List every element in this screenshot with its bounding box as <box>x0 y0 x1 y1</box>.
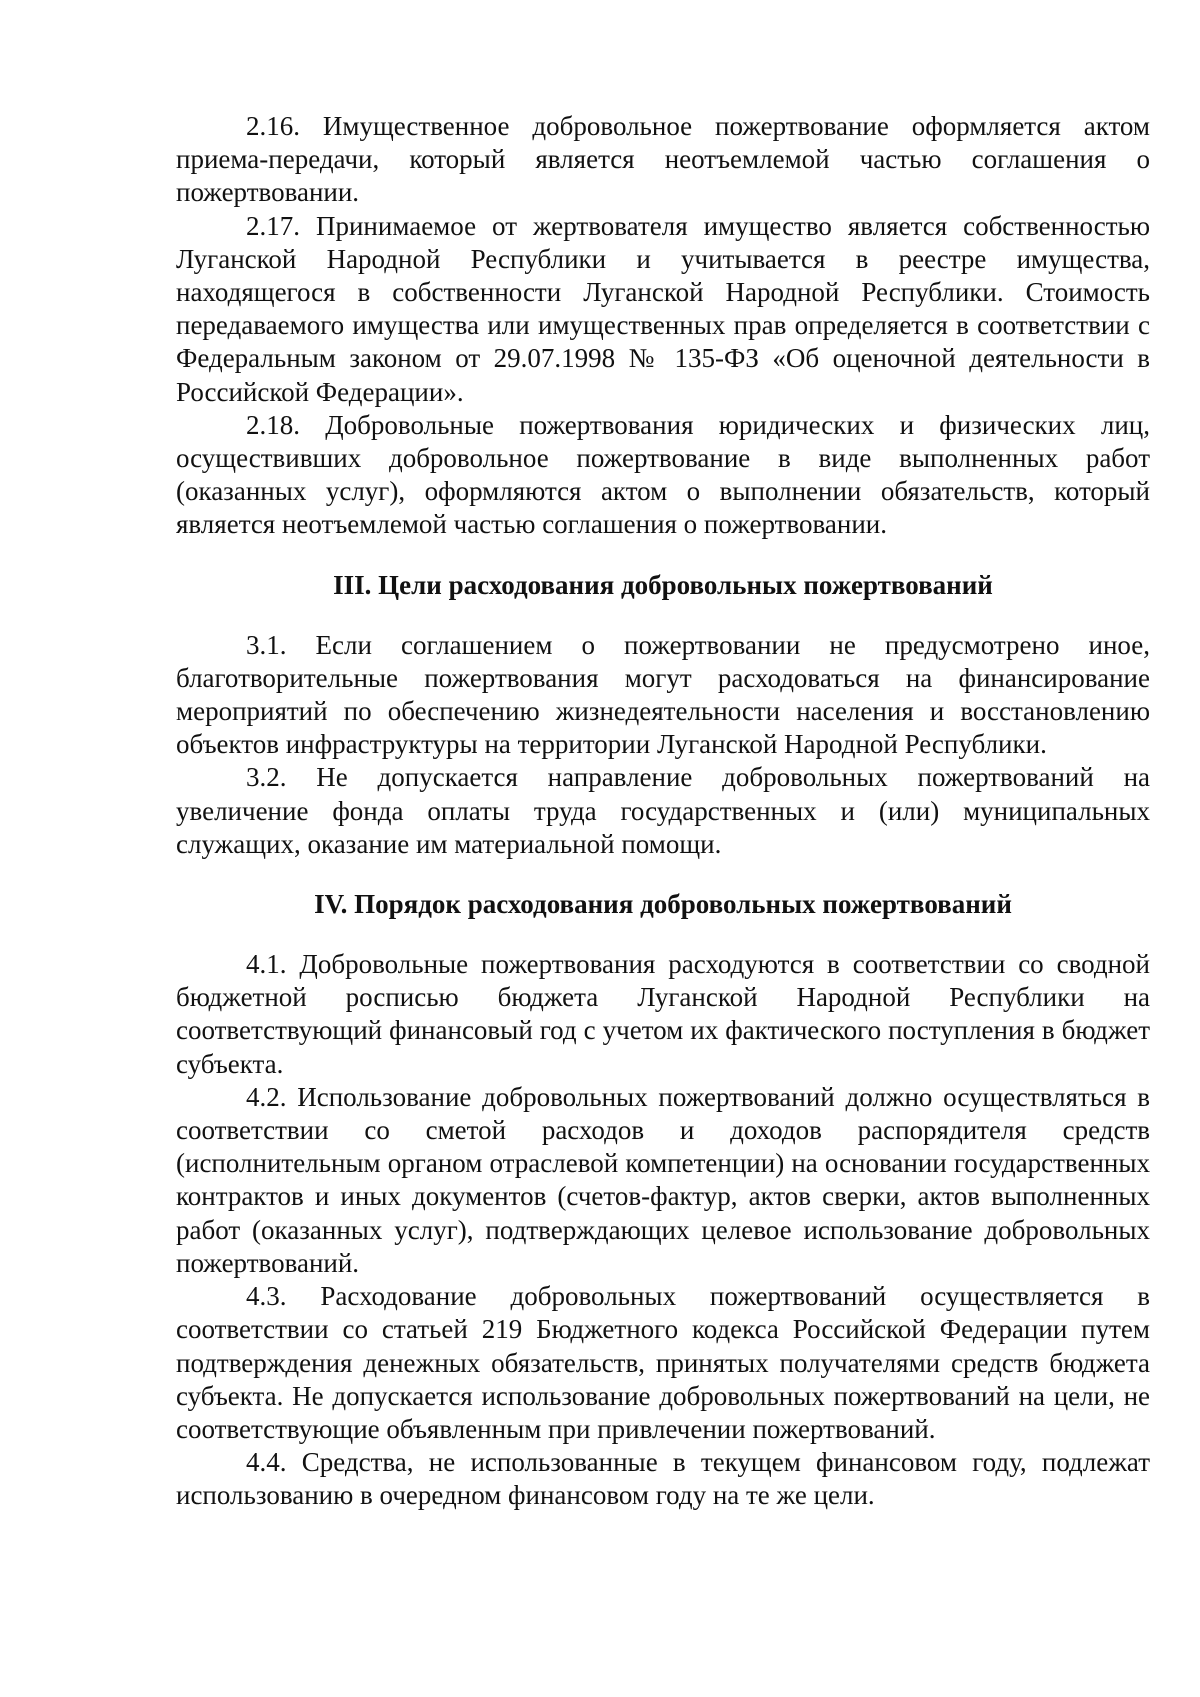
paragraph-3-2: 3.2. Не допускается направление добровольных пожертвований на увеличение фонда оплаты труда государственных и (или) муниципальных служащих, оказание им материальной помощи. <box>176 762 1150 859</box>
paragraph-2-18: 2.18. Добровольные пожертвования юридических и физических лиц, осуществивших добровольное пожертвование в виде выполненных работ (оказанных услуг), оформляются актом о выполнении обязательств, который является неотъемлемой частью соглашения о пожертвовании. <box>176 409 1150 540</box>
paragraph-2-16: 2.16. Имущественное добровольное пожертвование оформляется актом приема-передачи, который является неотъемлемой частью соглашения о пожертвовании. <box>176 111 1150 208</box>
document-page <box>176 110 1150 1513</box>
paragraph-4-3: 4.3. Расходование добровольных пожертвований осуществляется в соответствии со статьей 219 Бюджетного кодекса Российской Федерации путем подтверждения денежных обязательств, принятых получателями средств бюджета субъекта. Не допускается использование добровольных пожертвований на цели, не соответствующие объявленным при привлечении пожертвований. <box>176 1281 1150 1444</box>
spacer <box>176 921 1150 948</box>
paragraph-4-2: 4.2. Использование добровольных пожертвований должно осуществляться в соответствии со сметой расходов и доходов распорядителя средств (исполнительным органом отраслевой компетенции) на основании государственных контрактов и иных документов (счетов-фактур, актов сверки, актов выполненных работ (оказанных услуг), подтверждающих целевое использование добровольных пожертвований. <box>176 1081 1150 1278</box>
spacer <box>176 861 1150 888</box>
paragraph-2-17: 2.17. Принимаемое от жертвователя имущество является собственностью Луганской Народной Республики и учитывается в реестре имущества, находящегося в собственности Луганской Народной Республики. Стоимость передаваемого имущества или имущественных прав определяется в соответствии с Федеральным законом от 29.07.1998 № 135-ФЗ «Об оценочной деятельности в Российской Федерации». <box>176 210 1150 407</box>
paragraph-4-4: 4.4. Средства, не использованные в текущем финансовом году, подлежат использованию в очередном финансовом году на те же цели. <box>176 1447 1150 1511</box>
spacer <box>176 542 1150 569</box>
section-3-heading: III. Цели расходования добровольных пожертвований <box>333 569 993 600</box>
paragraph-4-1: 4.1. Добровольные пожертвования расходуются в соответствии со сводной бюджетной росписью бюджета Луганской Народной Республики на соответствующий финансовый год с учетом их фактического поступления в бюджет субъекта. <box>176 949 1150 1079</box>
spacer <box>176 602 1150 629</box>
paragraph-3-1: 3.1. Если соглашением о пожертвовании не предусмотрено иное, благотворительные пожертвования могут расходоваться на финансирование мероприятий по обеспечению жизнедеятельности населения и восстановлению объектов инфраструктуры на территории Луганской Народной Республики. <box>176 629 1150 760</box>
section-4-heading: IV. Порядок расходования добровольных пожертвований <box>314 889 1012 920</box>
